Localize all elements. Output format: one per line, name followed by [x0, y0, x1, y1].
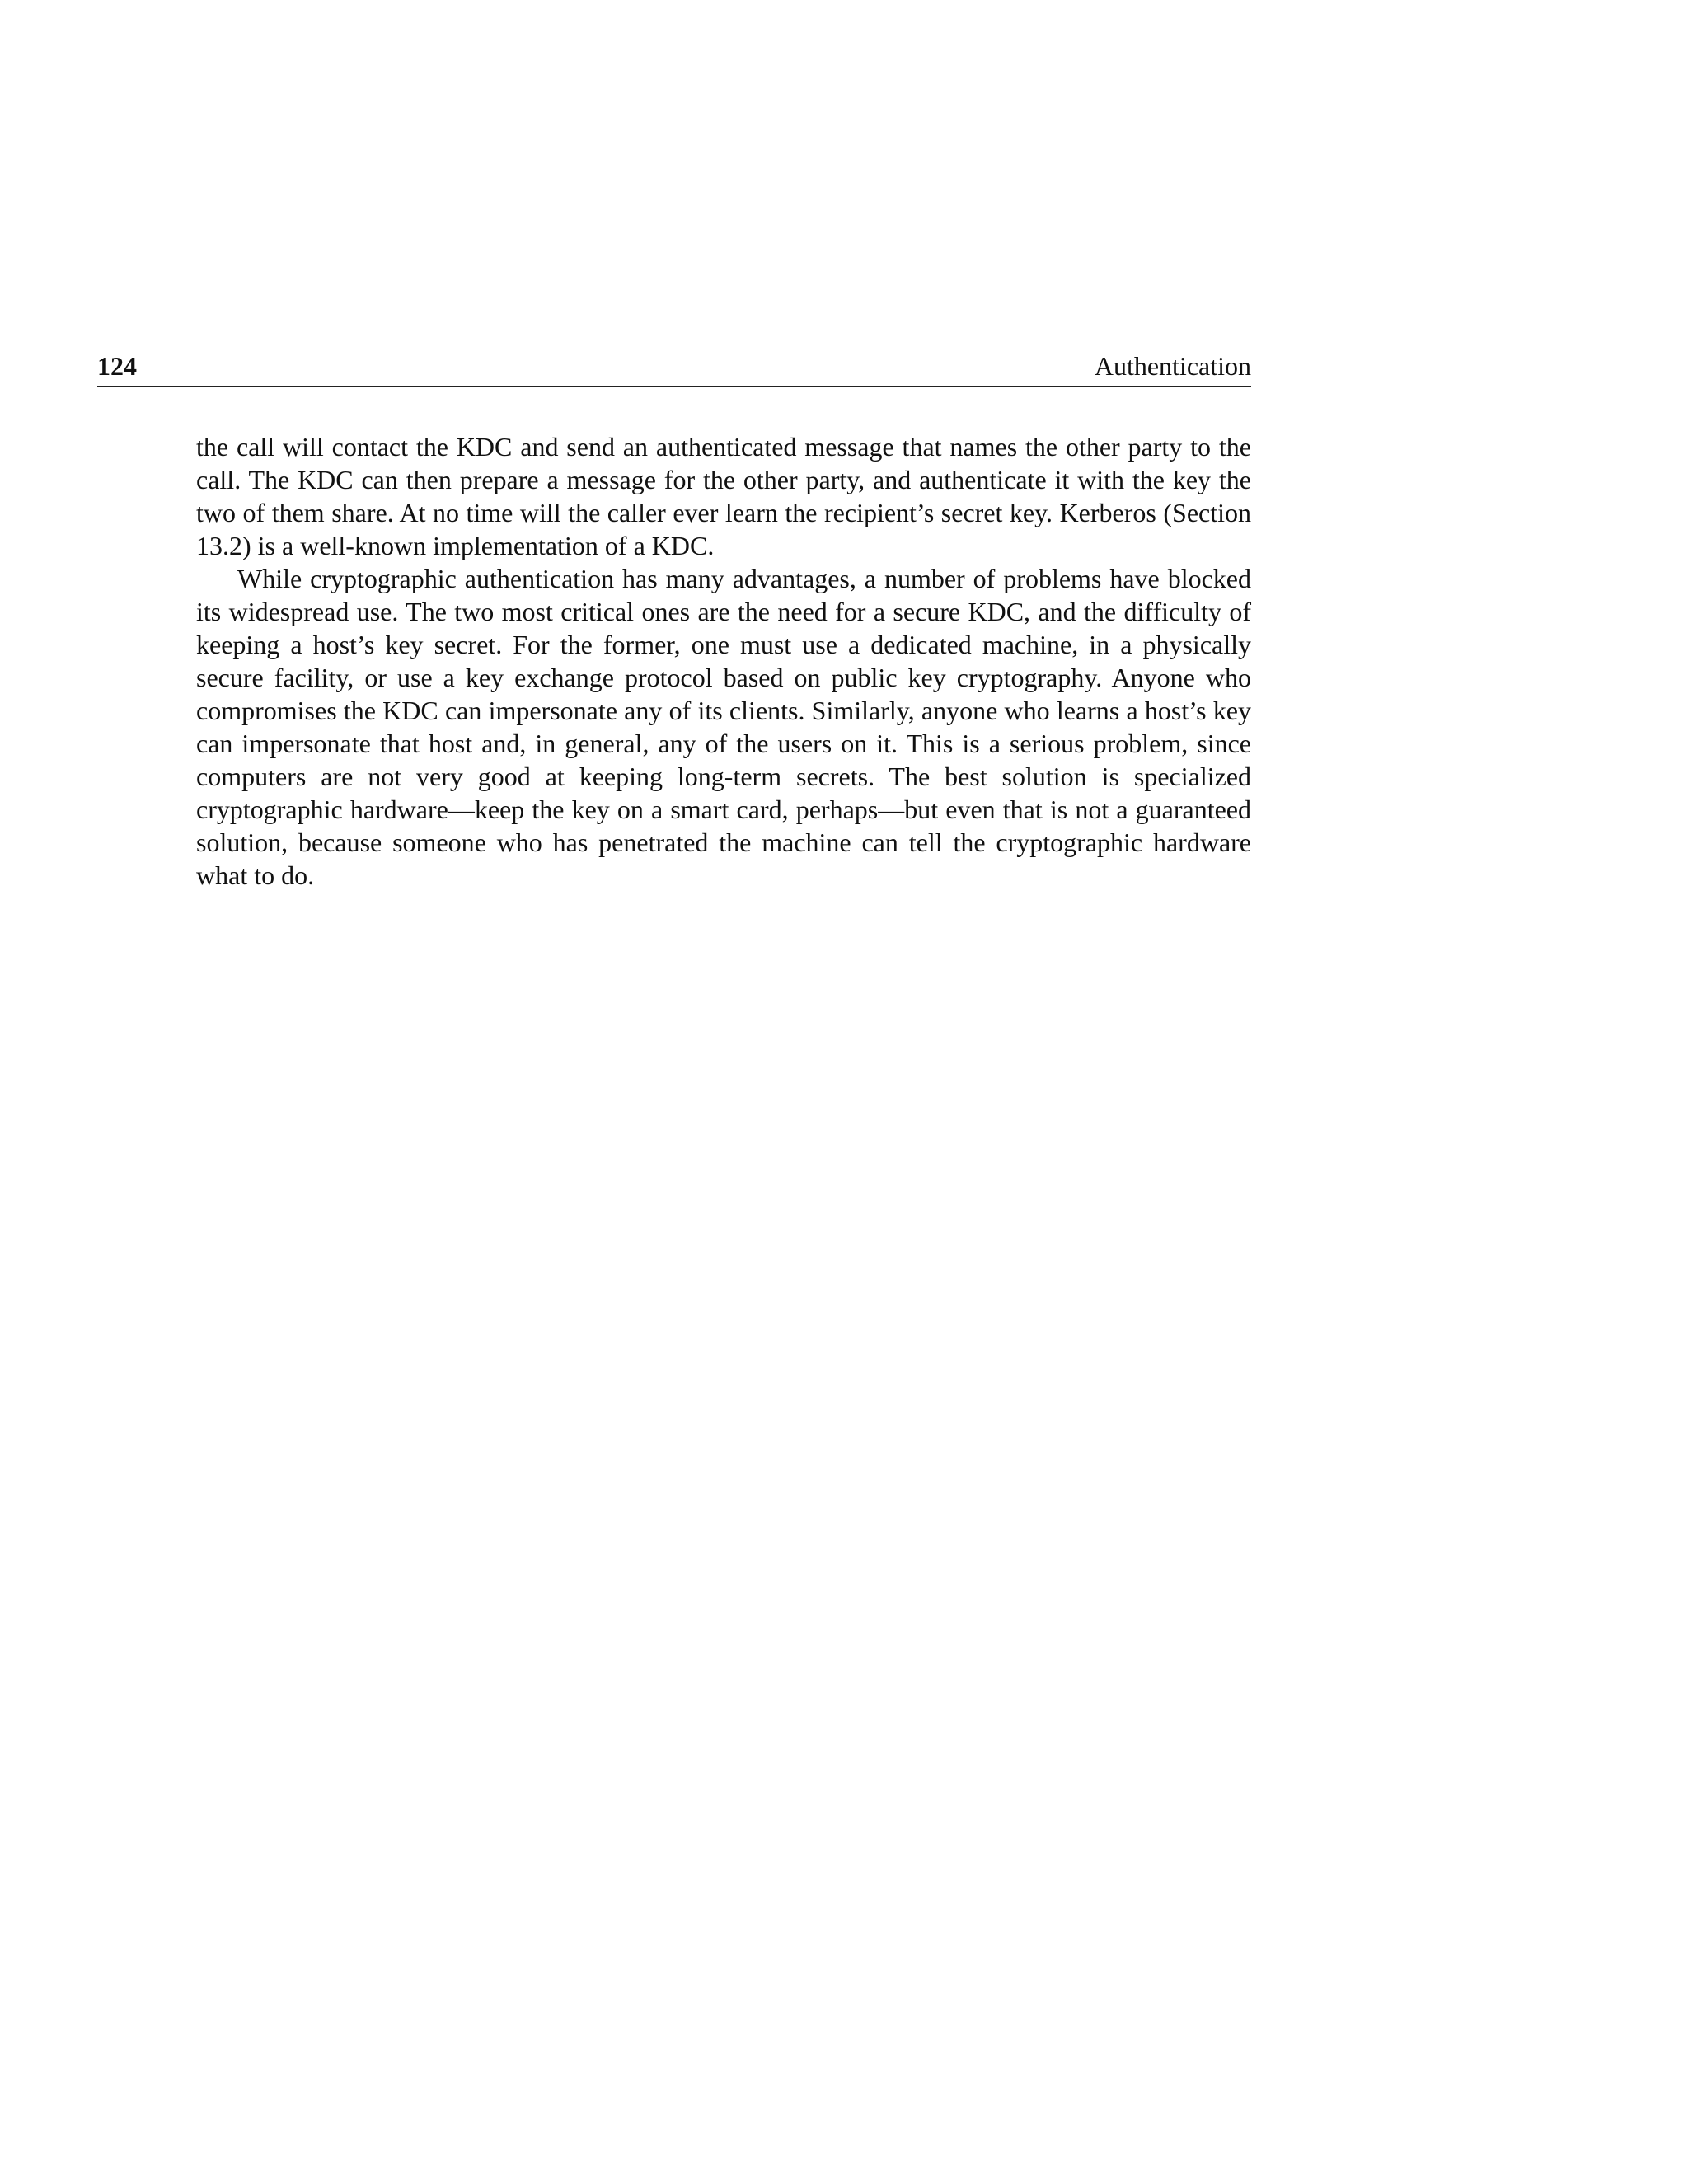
paragraph-continued: the call will contact the KDC and send an authenticated message that names the other party to the call. The KDC can then prepare a message for the other party, and authenticate it with the key the two of them share. At no time will the caller ever learn the recipient’s secret key. Kerberos (Section 13.2) is a well-known implementation of a KDC. — [196, 432, 1251, 560]
paragraph-cryptographic-authentication: While cryptographic authentication has many advantages, a number of problems have blocked its widespread use. The two most critical ones are the need for a secure KDC, and the difficulty of keeping a host’s key secret. For the former, one must use a dedicated machine, in a physically secure facility, or use a key exchange protocol based on public key cryptography. Anyone who compromises the KDC can impersonate any of its clients. Similarly, anyone who learns a host’s key can impersonate that host and, in general, any of the users on it. This is a serious problem, since computers are not very good at keeping long-term secrets. The best solution is specialized cryptographic hardware—keep the key on a smart card, perhaps—but even that is not a guaranteed solution, because someone who has penetrated the machine can tell the cryptographic hardware what to do. — [196, 564, 1251, 890]
page-number: 124 — [97, 351, 137, 381]
chapter-title: Authentication — [1094, 351, 1251, 381]
running-header — [97, 344, 1251, 387]
body-text — [196, 430, 1251, 892]
